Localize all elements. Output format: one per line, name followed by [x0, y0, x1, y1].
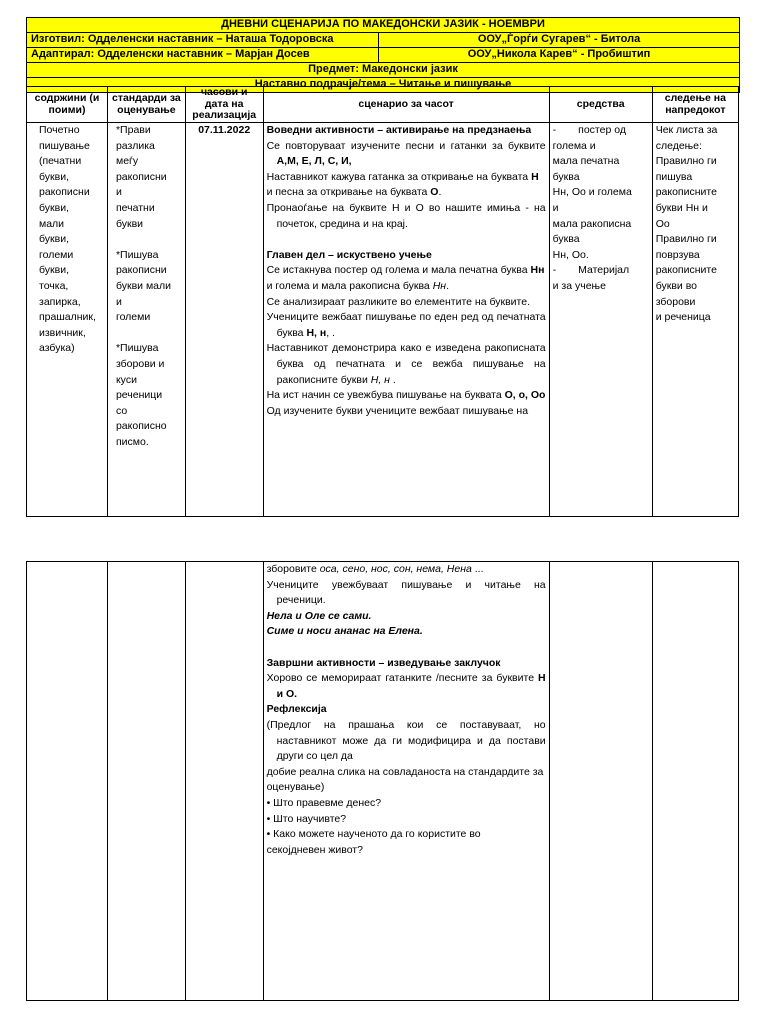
materials-cell-empty: [549, 562, 652, 1001]
standards-cell: *Прави разлика меѓу ракописни и печатни букви *Пишува ракописни букви мали и големи *Пишува зборови и куси реченици со ракописно писмо.: [107, 123, 185, 517]
table-row: [27, 562, 739, 1001]
contents-cell: Почетно пишување (печатни букви, ракописни букви, мали букви, големи букви, точка, запирка, прашалник, извичник, азбука): [27, 123, 108, 517]
date-cell-empty: [185, 562, 263, 1001]
progress-cell-empty: [652, 562, 738, 1001]
column-header-materials: средства: [549, 87, 652, 123]
scenario-cell: Воведни активности – активирање на предзнаења Се повторуваат изучените песни и гатанки за буквите А,М, Е, Л, С, И, Наставникот кажува гатанка за откривање на буквата Н и песна за откривање на буквата О. Пронаоѓање на буквите Н и О во нашите имиња - на почеток, средина и на крај. Главен дел – искуствено учење Се истакнува постер од голема и мала печатна буква Нн и голема и мала ракописна буква Нн. Се анализираат разликите во елементите на буквите. Учениците вежбаат пишување по еден ред од печатната буква Н, н, . Наставникот демонстрира како е изведена ракописната буква од печатната и се вежба пишување на ракописните букви Н, н . На ист начин се увежбува пишување на буквата О, о, Оо Од изучените букви учениците вежбаат пишување на: [263, 123, 549, 517]
contents-cell-empty: [27, 562, 108, 1001]
subject: Предмет: Македонски јазик: [27, 63, 740, 78]
topic: Наставно подрачје/тема – Читање и пишување: [27, 78, 740, 93]
column-header-contents: содржини (и поими): [27, 87, 108, 123]
adapted-school: ООУ„Никола Карев“ - Пробиштип: [379, 48, 740, 63]
column-headers: [27, 87, 739, 123]
prepared-by: Изготвил: Одделенски наставник – Наташа Тодоровска: [27, 33, 379, 48]
materials-cell: - постер од голема и мала печатна буква Нн, Оо и голема и мала ракописна буква Нн, Оо. - Материјал и за учење: [549, 123, 652, 517]
progress-cell: Чек листа за следење: Правилно ги пишува ракописните букви Нн и Оо Правилно ги поврзува ракописните букви во зборови и реченица: [652, 123, 738, 517]
date-cell: 07.11.2022: [185, 123, 263, 517]
column-header-standards: стандарди за оценување: [107, 87, 185, 123]
scenario-table: [26, 86, 739, 517]
scenario-cell-continued: зборовите оса, сено, нос, сон, нема, Нена ... Учениците увежбуваат пишување и читање на реченици. Нела и Оле се сами. Симе и носи ананас на Елена. Завршни активности – изведување заклучок Хорово се меморираат гатанките /песните за буквите Н и О. Рефлексија (Предлог на прашања кои се поставуваат, но наставникот може да ги модифицира и да постави други со цел да добие реална слика на совладаноста на стандардите за оценување) • Што правевме денес? • Што научивте? • Како можете наученото да го користите во секојдневен живот?: [263, 562, 549, 1001]
adapted-by: Адаптирал: Одделенски наставник – Марјан Досев: [27, 48, 379, 63]
header-table: [26, 17, 740, 93]
standards-cell-empty: [107, 562, 185, 1001]
column-header-progress: следење на напредокот: [652, 87, 738, 123]
column-header-scenario: сценарио за часот: [263, 87, 549, 123]
document-title: ДНЕВНИ СЦЕНАРИЈА ПО МАКЕДОНСКИ ЈАЗИК - НОЕМВРИ: [27, 18, 740, 33]
table-row: [27, 123, 739, 517]
column-header-date: часови и дата на реализација: [185, 87, 263, 123]
prepared-school: ООУ„Ѓорѓи Сугарев“ - Битола: [379, 33, 740, 48]
scenario-table-continued: [26, 561, 739, 1001]
